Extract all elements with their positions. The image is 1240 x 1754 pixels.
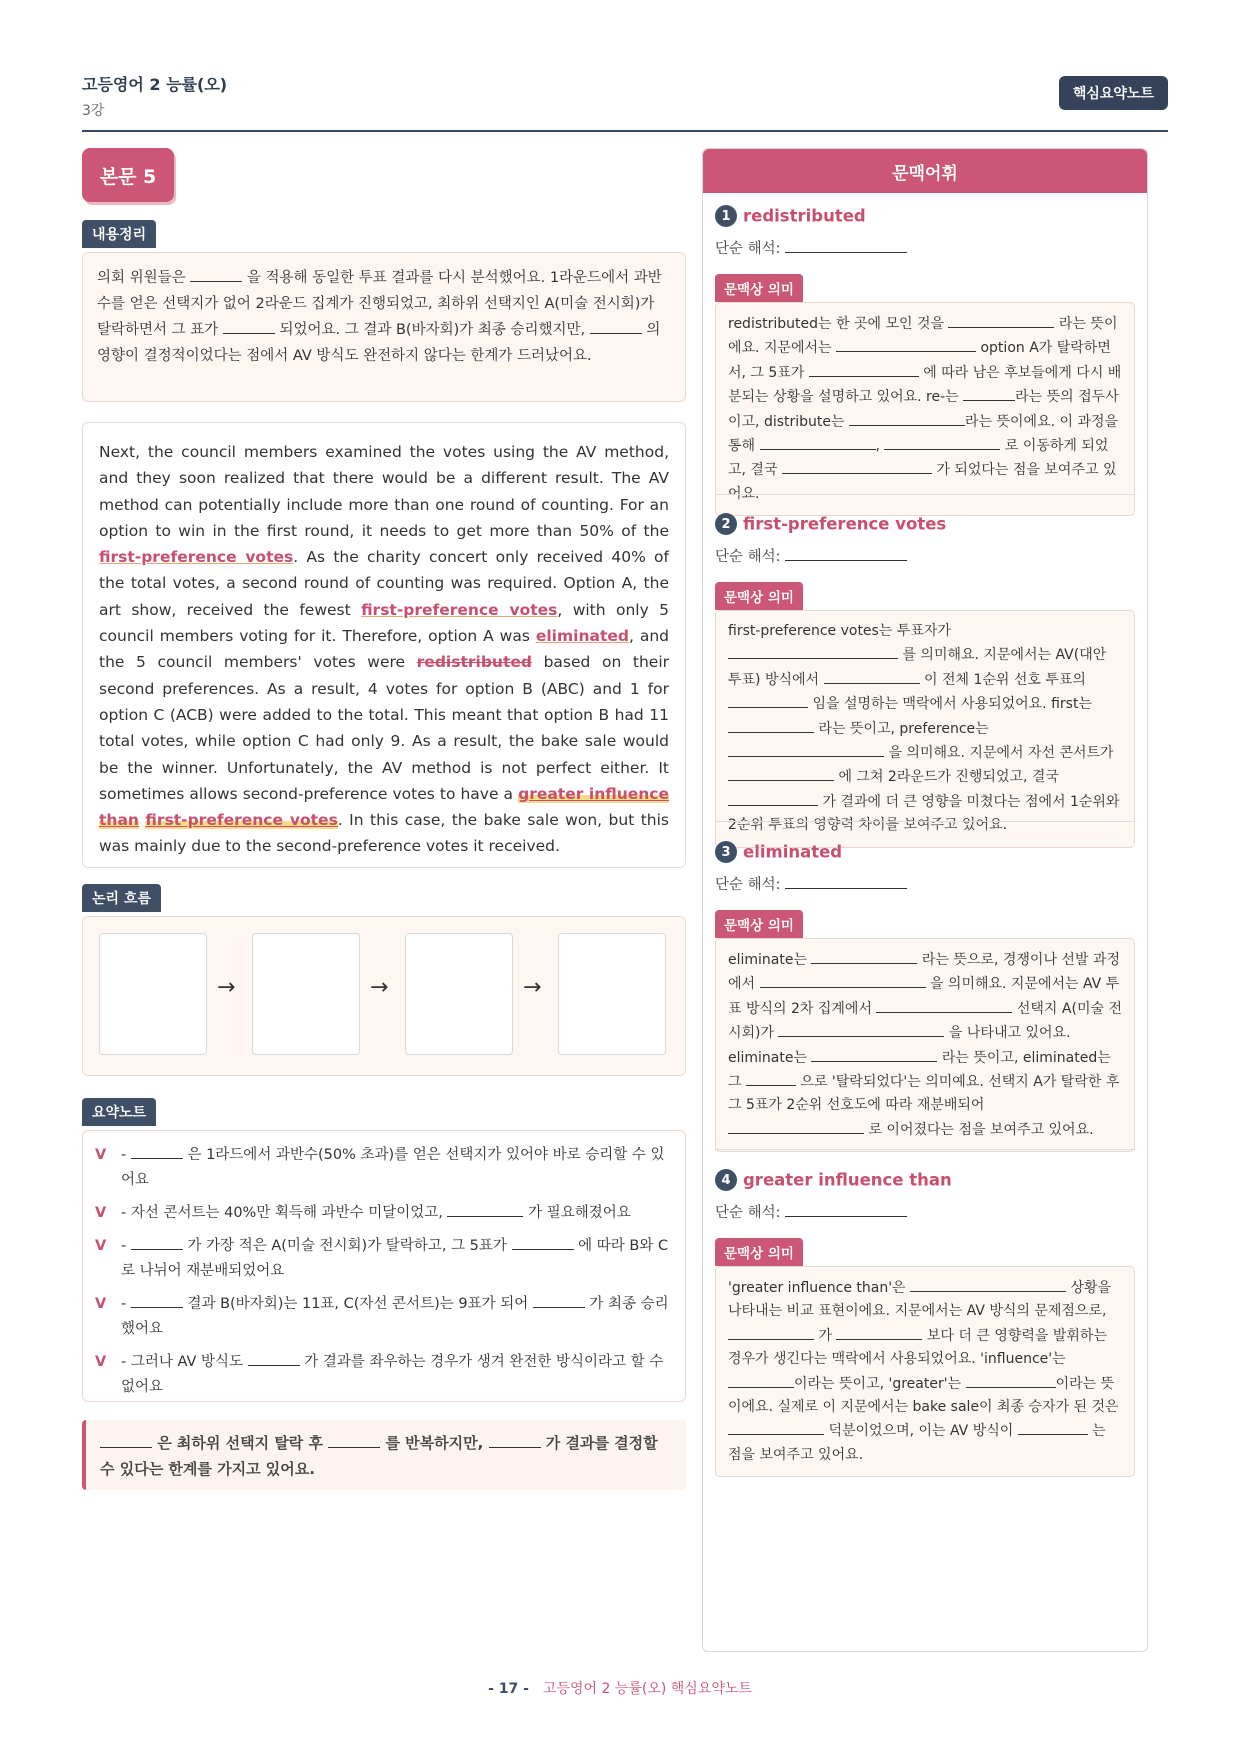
conclusion-text: 를 반복하지만, <box>380 1434 489 1452</box>
blank-field[interactable] <box>809 361 919 377</box>
context-vocabulary-panel <box>702 148 1148 1652</box>
context-text: redistributed는 한 곳에 모인 것을 <box>728 316 949 332</box>
context-meaning-tag: 문맥상 의미 <box>715 1238 803 1266</box>
context-text: 라는 뜻이에요. 지문에서는 <box>728 316 1118 357</box>
check-mark-icon: V <box>95 1238 107 1254</box>
context-text: 가 <box>814 1327 837 1344</box>
summary-text: 의 영향이 결정적이었다는 점에서 AV 방식도 완전하지 않다는 한계가 드러났어요. <box>97 322 661 364</box>
context-text: 라는 뜻이고, preference는 <box>814 720 989 737</box>
blank-field[interactable] <box>328 1432 380 1448</box>
highlight-redistributed: redistributed <box>416 653 532 672</box>
blank-field[interactable] <box>876 997 1012 1013</box>
note-text: - <box>121 1147 131 1163</box>
note-text: 가 필요해졌어요 <box>523 1205 631 1221</box>
context-text: first-preference votes는 투표자가 <box>728 623 951 639</box>
blank-field[interactable] <box>728 1324 814 1340</box>
note-item <box>95 1292 673 1342</box>
context-text: 에 그쳐 2라운드가 진행되었고, 결국 <box>834 769 1059 786</box>
context-text: 을 의미해요. 지문에서는 AV 투표 방식의 2차 집계에서 <box>728 976 1120 1017</box>
blank-field[interactable] <box>785 1201 907 1217</box>
passage-text: Next, the council members examined the votes using the AV method, and they soon realized that there would be a different result. The AV method can potentially include more than one round of counting. For an option to win in the first round, it needs to get more than 50% of the <box>99 443 669 540</box>
conclusion-text: 가 결과를 결정할 수 있다는 한계를 가지고 있어요. <box>100 1434 658 1478</box>
book-title: 고등영어 2 능률(오) <box>82 75 228 94</box>
passage-text: . As the charity concert only received 40% of the total votes, a second round of counting was required. Option A, the art show, received the fewest <box>99 548 669 619</box>
vocab-item-first-preference-votes <box>715 513 1135 848</box>
blank-field[interactable] <box>728 1372 794 1388</box>
context-text: 을 나타내고 있어요. eliminate는 <box>728 1025 1071 1066</box>
note-type-badge: 핵심요약노트 <box>1059 76 1168 110</box>
blank-field[interactable] <box>512 1234 574 1250</box>
highlight-first-preference-votes: first-preference votes <box>145 811 338 830</box>
lesson-number: 3강 <box>82 103 105 119</box>
context-text: eliminate는 <box>728 952 812 968</box>
note-item <box>95 1143 673 1193</box>
context-text: , <box>875 438 885 455</box>
context-text: 로 이어졌다는 점을 보여주고 있어요. <box>864 1121 1094 1138</box>
simple-meaning-label: 단순 해석: <box>715 241 781 257</box>
note-item <box>95 1201 673 1226</box>
blank-field[interactable] <box>728 717 814 733</box>
context-text: 이라는 뜻이에요. 실제로 이 지문에서는 bake sale이 최종 승자가 된 것은 <box>728 1375 1119 1416</box>
note-text: - <box>121 1296 131 1312</box>
vocab-item-redistributed <box>715 205 1135 516</box>
panel-heading: 문맥어휘 <box>703 149 1147 193</box>
context-text: 임을 설명하는 맥락에서 사용되었어요. first는 <box>808 696 1092 713</box>
english-passage <box>82 422 686 868</box>
content-summary-box <box>82 252 686 402</box>
highlight-greater-influence-than: greater influence than <box>99 784 670 830</box>
blank-field[interactable] <box>884 434 1000 450</box>
blank-field[interactable] <box>728 1419 824 1435</box>
passage-text: based on their second preferences. As a result, 4 votes for option B (ABC) and 1 for option C (ACB) were added to the total. This meant that option B had 11 total votes, while option C had only 9. As a result, the bake sale would be the winner. Unfortunately, the AV method is not perfect either. It sometimes allows second-preference votes to have a <box>99 653 669 803</box>
blank-field[interactable] <box>948 312 1054 328</box>
blank-field[interactable] <box>728 790 818 806</box>
context-meaning-tag: 문맥상 의미 <box>715 582 803 610</box>
highlight-first-preference-votes: first-preference votes <box>361 600 558 619</box>
blank-field[interactable] <box>447 1201 523 1217</box>
summary-notes-box <box>82 1130 686 1402</box>
flow-tag: 논리 흐름 <box>82 884 161 912</box>
conclusion-box <box>82 1420 686 1490</box>
context-text: 덕분이었으며, 이는 AV 방식이 <box>824 1423 1018 1440</box>
vocab-word: eliminated <box>743 842 843 862</box>
context-text: 로 이동하게 되었고, 결국 <box>728 438 1109 479</box>
context-meaning-box <box>715 938 1135 1152</box>
blank-field[interactable] <box>533 1292 585 1308</box>
context-text: 보다 더 큰 영향력을 발휘하는 경우가 생긴다는 맥락에서 사용되었어요. 'influence'는 <box>728 1327 1107 1368</box>
vocab-item-eliminated <box>715 841 1135 1152</box>
blank-field[interactable] <box>746 1070 796 1086</box>
check-mark-icon: V <box>95 1205 107 1221</box>
blank-field[interactable] <box>728 643 898 659</box>
page-footer <box>0 1678 1240 1698</box>
simple-meaning-label: 단순 해석: <box>715 549 781 565</box>
blank-field[interactable] <box>728 692 808 708</box>
blank-field[interactable] <box>190 266 242 282</box>
blank-field[interactable] <box>248 1350 300 1366</box>
context-text: 는 점을 보여주고 있어요. <box>728 1423 1106 1463</box>
context-text: 상황을 나타내는 비교 표현이에요. 지문에서는 AV 방식의 문제점으로, <box>728 1280 1112 1320</box>
context-text: 가 결과에 더 큰 영향을 미쳤다는 점에서 1순위와 2순위 투표의 영향력 차이를 보여주고 있어요. <box>728 793 1120 834</box>
divider <box>715 494 1135 495</box>
section-title: 본문 5 <box>82 148 174 202</box>
flow-step-1[interactable] <box>99 933 207 1055</box>
summary-tag: 내용정리 <box>82 220 156 248</box>
arrow-right-icon: → <box>370 975 389 1000</box>
notes-tag: 요약노트 <box>82 1098 156 1126</box>
flow-step-3[interactable] <box>405 933 513 1055</box>
context-meaning-box <box>715 1266 1135 1477</box>
note-text: 은 1라드에서 과반수(50% 초과)를 얻은 선택지가 있어야 바로 승리할 수 있어요 <box>121 1147 665 1188</box>
simple-meaning-label: 단순 해석: <box>715 1205 781 1221</box>
context-meaning-tag: 문맥상 의미 <box>715 910 803 938</box>
passage-text: , and the 5 council members' votes were <box>99 627 669 672</box>
footer-title: 고등영어 2 능률(오) 핵심요약노트 <box>542 1681 752 1697</box>
note-text: 가 최종 승리했어요 <box>121 1296 669 1337</box>
blank-field[interactable] <box>728 741 884 757</box>
context-text: 으로 '탈락되었다'는 의미예요. 선택지 A가 탈락한 후 그 5표가 2순위 선호도에 따라 재분배되어 <box>728 1074 1120 1114</box>
blank-field[interactable] <box>811 948 917 964</box>
blank-field[interactable] <box>849 410 965 426</box>
blank-field[interactable] <box>778 1021 944 1037</box>
blank-field[interactable] <box>824 668 920 684</box>
context-text: 을 의미해요. 지문에서 자선 콘서트가 <box>884 745 1114 762</box>
context-text: 이라는 뜻이고, 'greater'는 <box>794 1375 966 1392</box>
note-item <box>95 1234 673 1284</box>
page-header <box>82 70 1168 132</box>
passage-text: . In this case, the bake sale won, but this was mainly due to the second-preference votes it received. <box>99 811 669 856</box>
simple-meaning-label: 단순 해석: <box>715 877 781 893</box>
context-text: 라는 뜻이고, eliminated는 그 <box>728 1049 1111 1091</box>
blank-field[interactable] <box>963 385 1015 401</box>
blank-field[interactable] <box>131 1143 183 1159</box>
logic-flow-box <box>82 916 686 1076</box>
summary-text: 의회 위원들은 <box>97 270 191 286</box>
blank-field[interactable] <box>100 1432 152 1448</box>
context-text: 를 의미해요. 지문에서는 AV(대안 투표) 방식에서 <box>728 647 1107 688</box>
blank-field[interactable] <box>590 318 642 334</box>
check-mark-icon: V <box>95 1147 107 1163</box>
context-text: option A가 탈락하면서, 그 5표가 <box>728 340 1111 381</box>
context-text: 이 전체 1순위 선호 투표의 <box>919 671 1086 688</box>
number-badge: 1 <box>715 205 737 227</box>
note-text: 가 결과를 좌우하는 경우가 생겨 완전한 방식이라고 할 수 없어요 <box>121 1354 664 1395</box>
blank-field[interactable] <box>131 1292 183 1308</box>
note-text: 결과 B(바자회)는 11표, C(자선 콘서트)는 9표가 되어 <box>182 1296 533 1312</box>
blank-field[interactable] <box>489 1432 541 1448</box>
number-badge: 4 <box>715 1169 737 1191</box>
blank-field[interactable] <box>1018 1419 1088 1435</box>
context-text: 라는 뜻의 접두사이고, distribute는 <box>728 389 1119 430</box>
vocab-word: greater influence than <box>743 1170 952 1190</box>
blank-field[interactable] <box>782 458 932 474</box>
blank-field[interactable] <box>836 336 976 352</box>
context-text: 라는 뜻으로, 경쟁이나 선발 과정에서 <box>728 952 1120 993</box>
note-text: 가 가장 적은 A(미술 전시회)가 탈락하고, 그 5표가 <box>182 1238 512 1254</box>
note-item <box>95 1350 673 1400</box>
context-text: 선택지 A(미술 전시회)가 <box>728 1000 1122 1042</box>
flow-step-2[interactable] <box>252 933 360 1055</box>
blank-field[interactable] <box>785 873 907 889</box>
context-meaning-box <box>715 302 1135 516</box>
blank-field[interactable] <box>223 318 275 334</box>
blank-field[interactable] <box>811 1046 937 1062</box>
context-text: 에 따라 남은 후보들에게 다시 배분되는 상황을 설명하고 있어요. re-는 <box>728 364 1122 406</box>
blank-field[interactable] <box>785 237 907 253</box>
arrow-right-icon: → <box>217 975 236 1000</box>
note-text: 에 따라 B와 C로 나뉘어 재분배되었어요 <box>121 1238 669 1279</box>
context-meaning-box <box>715 610 1135 848</box>
arrow-right-icon: → <box>523 975 542 1000</box>
vocab-word: first-preference votes <box>743 514 947 534</box>
check-mark-icon: V <box>95 1296 107 1312</box>
highlight-first-preference-votes: first-preference votes <box>99 548 294 567</box>
flow-step-4[interactable] <box>558 933 666 1055</box>
conclusion-text: 은 최하위 선택지 탈락 후 <box>152 1434 329 1452</box>
page-number: - 17 - <box>488 1681 529 1697</box>
divider <box>715 821 1135 822</box>
note-text: - 그러나 AV 방식도 <box>121 1354 248 1370</box>
number-badge: 3 <box>715 841 737 863</box>
blank-field[interactable] <box>760 972 926 988</box>
vocab-item-greater-influence-than <box>715 1169 1135 1477</box>
number-badge: 2 <box>715 513 737 535</box>
summary-text: 을 적용해 동일한 투표 결과를 다시 분석했어요. 1라운드에서 과반수를 얻은 선택지가 없어 2라운드 집계가 진행되었고, 최하위 선택지인 A(미술 전시회)가 탈락하면서 그 표가 <box>97 270 662 338</box>
blank-field[interactable] <box>131 1234 183 1250</box>
highlight-eliminated: eliminated <box>535 627 629 646</box>
blank-field[interactable] <box>785 545 907 561</box>
divider <box>715 1149 1135 1150</box>
note-text: - 자선 콘서트는 40%만 획득해 과반수 미달이었고, <box>121 1205 448 1221</box>
blank-field[interactable] <box>728 1118 864 1134</box>
blank-field[interactable] <box>910 1276 1066 1292</box>
context-text: 라는 뜻이에요. 이 과정을 통해 <box>728 413 1119 455</box>
blank-field[interactable] <box>760 434 876 450</box>
blank-field[interactable] <box>966 1372 1056 1388</box>
summary-text: 되었어요. 그 결과 B(바자회)가 최종 승리했지만, <box>274 322 590 338</box>
blank-field[interactable] <box>836 1324 922 1340</box>
check-mark-icon: V <box>95 1354 107 1370</box>
vocab-word: redistributed <box>743 206 866 226</box>
note-text: - <box>121 1238 131 1254</box>
blank-field[interactable] <box>728 765 834 781</box>
context-meaning-tag: 문맥상 의미 <box>715 274 803 302</box>
context-text: 'greater influence than'은 <box>728 1280 911 1296</box>
passage-text: , with only 5 council members voting for it. Therefore, option A was <box>99 600 669 646</box>
context-text: 가 되었다는 점을 보여주고 있어요. <box>728 462 1117 502</box>
